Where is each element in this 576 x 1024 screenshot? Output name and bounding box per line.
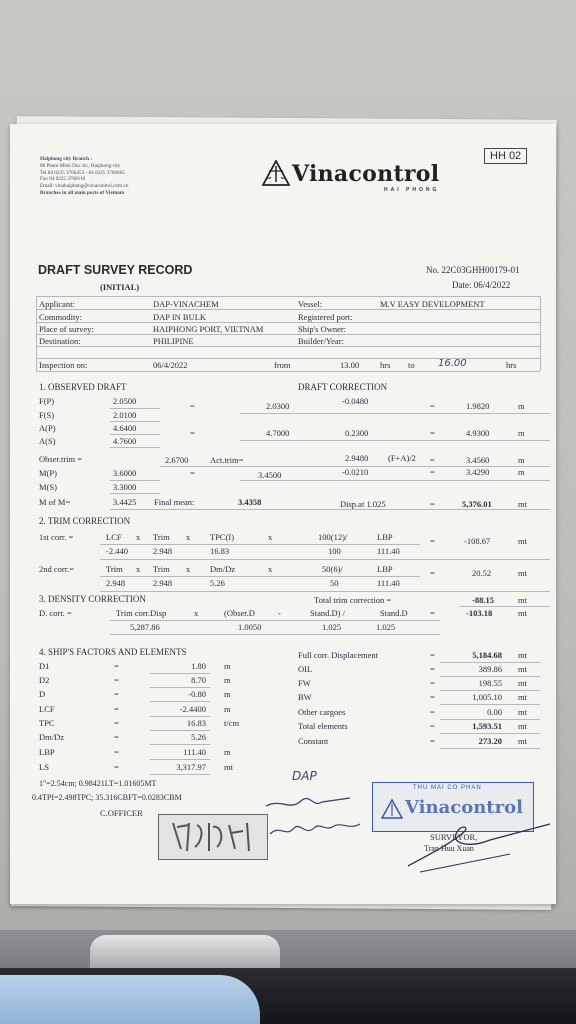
unit-mt: mt	[518, 536, 527, 546]
registered-port-label: Registered port:	[298, 312, 353, 322]
row-rule	[440, 748, 540, 749]
element-value: 273.20	[478, 736, 502, 746]
fp-value: 2.0500	[113, 396, 137, 406]
element-value: 5,184.68	[472, 650, 502, 660]
as-value: 4.7600	[113, 436, 137, 446]
aft-correction: 0.2300	[345, 428, 369, 438]
row-rule	[440, 690, 540, 691]
lbp-header: LBP	[377, 532, 393, 542]
blue-cloth	[0, 975, 260, 1024]
from-label: from	[274, 360, 291, 370]
surveyor-name: Tran Huu Xuan	[424, 844, 474, 853]
branch-fax: Fax 84 0225 3760110	[40, 176, 86, 183]
factor-value: 5.26	[191, 732, 206, 742]
destination-label: Destination:	[39, 336, 81, 346]
final-mean-value: 3.4358	[238, 497, 262, 507]
record-number: No. 22C03GHH00179-01	[426, 265, 520, 275]
factor-value: -0.80	[188, 689, 206, 699]
row-rule	[440, 676, 540, 677]
element-unit: mt	[518, 692, 527, 702]
row-rule	[150, 744, 210, 745]
fs-label: F(S)	[39, 410, 55, 420]
factor-value: 3,317.97	[176, 762, 206, 772]
r2-dmdz: 5.26	[210, 578, 225, 588]
eq-sign: =	[430, 568, 435, 578]
element-unit: mt	[518, 664, 527, 674]
r2-trim2: 2.948	[153, 578, 173, 588]
element-label: Constant	[298, 736, 329, 746]
builder-year-label: Builder/Year:	[298, 336, 344, 346]
eq-sign: =	[430, 428, 435, 438]
element-value: 0.00	[487, 707, 502, 717]
chief-officer-seal	[158, 814, 268, 860]
dmdz-header: Dm/Dz	[210, 564, 236, 574]
trim-corr-disp-header: Trim corr.Disp	[116, 608, 167, 618]
eq-sign: =	[190, 468, 195, 478]
fs-value: 2.0100	[113, 410, 137, 420]
branch-address: 80 Pham Minh Duc str., Haiphong city	[40, 162, 121, 169]
fore-correction: -0.0480	[342, 396, 369, 406]
element-unit: mt	[518, 736, 527, 746]
row-rule	[150, 774, 210, 775]
branch-network: Branches in all main ports of Vietnam	[40, 189, 125, 196]
disp-label: Disp.at 1.025	[340, 499, 386, 509]
r1-hundred: 100	[328, 546, 341, 556]
inspection-label: Inspection on:	[39, 360, 88, 370]
factor-unit: m	[224, 747, 231, 757]
commodity-value: DAP IN BULK	[153, 312, 207, 322]
stamp-top-text: THU MAI CO PHAN	[413, 785, 482, 791]
trim-corr-disp-value: 5,287.86	[130, 622, 160, 632]
fore-corrected: 1.9820	[466, 401, 490, 411]
displacement-value: 5,376.01	[462, 499, 492, 509]
ms-label: M(S)	[39, 482, 57, 492]
factor-unit: m	[224, 689, 231, 699]
unit-mt: mt	[518, 608, 527, 618]
unit-mt: mt	[518, 595, 527, 605]
record-subtitle: (INITIAL)	[100, 282, 140, 292]
branch-email: Email: vinahaiphong@vinacontrol.com.vn	[40, 183, 129, 190]
obser-trim-value: 2.6700	[165, 455, 189, 465]
mid-corrected: 3.4290	[466, 467, 490, 477]
element-label: FW	[298, 678, 311, 688]
eq-sign: =	[430, 608, 435, 618]
first-corr-result: -108.67	[464, 536, 491, 546]
factor-unit: m	[224, 704, 231, 714]
lbp-header: LBP	[377, 564, 393, 574]
r1-tpc: 16.83	[210, 546, 230, 556]
second-corr-result: 20.52	[472, 568, 492, 578]
dap-handwritten: DAP	[292, 769, 317, 783]
times-sign: x	[136, 564, 141, 574]
element-unit: mt	[518, 721, 527, 731]
eq-sign: =	[430, 664, 435, 674]
branch-tel: Tel 84 0225 3760453 - 84 0225 3760065	[40, 169, 125, 176]
ap-value: 4.6400	[113, 423, 137, 433]
row-rule	[150, 730, 210, 731]
times-sign: x	[194, 608, 199, 618]
applicant-label: Applicant:	[39, 299, 75, 309]
vinacontrol-logo	[262, 160, 290, 191]
surveyor-signature	[400, 814, 560, 874]
factor-unit: m	[224, 661, 231, 671]
conversion-line-1: 1"=2.54cm; 0.98421LT=1.01605MT	[39, 779, 157, 788]
element-label: BW	[298, 692, 312, 702]
eq-sign: =	[430, 467, 435, 477]
logo-subtitle: HAI PHONG	[384, 187, 440, 193]
to-value: 16.00	[438, 358, 467, 369]
second-corr-label: 2nd corr.=	[39, 564, 75, 574]
row-rule	[150, 759, 210, 760]
factor-value: 8.70	[191, 675, 206, 685]
aft-mean: 4.7000	[266, 428, 290, 438]
element-label: OIL	[298, 664, 313, 674]
unit-m: m	[518, 428, 525, 438]
eq-sign: =	[114, 704, 119, 714]
surveyor-label: SURVEYOR,	[430, 832, 478, 842]
element-label: Other cargoes	[298, 707, 346, 717]
stand-d-value: 1.025	[322, 622, 342, 632]
eq-sign: =	[114, 675, 119, 685]
r1-lbp: 111.40	[377, 546, 400, 556]
stand-d2-header: Stand.D	[380, 608, 408, 618]
act-trim-value: 2.9480	[345, 453, 369, 463]
trim-header: Trim	[153, 532, 170, 542]
element-value: 389.86	[478, 664, 502, 674]
fore-mean: 2.0300	[266, 401, 290, 411]
minus-sign: -	[278, 608, 281, 618]
element-unit: mt	[518, 678, 527, 688]
unit-m: m	[518, 455, 525, 465]
factor-label: D2	[39, 675, 50, 685]
draft-correction-title: DRAFT CORRECTION	[298, 382, 388, 392]
seal-signature-icon	[159, 815, 267, 859]
place-label: Place of survey:	[39, 324, 94, 334]
first-corr-label: 1st corr. =	[39, 532, 74, 542]
hrs-label-1: hrs	[380, 360, 391, 370]
final-mean-label: Final mean:	[154, 497, 195, 507]
factor-unit: t/cm	[224, 718, 240, 728]
hrs-label-2: hrs	[506, 360, 517, 370]
eq-sign: =	[114, 718, 119, 728]
times-sign: x	[268, 532, 273, 542]
factor-label: Dm/Dz	[39, 732, 65, 742]
eq-sign: =	[430, 401, 435, 411]
eq-sign: =	[430, 455, 435, 465]
element-value: 1,005.10	[472, 692, 502, 702]
element-value: 198.55	[478, 678, 502, 688]
factor-label: D	[39, 689, 46, 699]
obser-d-header: (Obser.D	[224, 608, 255, 618]
eq-sign: =	[114, 689, 119, 699]
dap-signature	[260, 784, 380, 844]
mid-correction: -0.0210	[342, 467, 369, 477]
mid-mean: 3.4500	[258, 470, 282, 480]
times-sign: x	[186, 564, 191, 574]
mofm-value: 3.4425	[113, 497, 137, 507]
hundred-header: 100(12)/	[318, 532, 348, 542]
trim-header: Trim	[106, 564, 123, 574]
lcf-header: LCF	[106, 532, 122, 542]
factor-unit: mt	[224, 762, 233, 772]
stamp-logo-text: Vinacontrol	[405, 797, 523, 818]
r1-lcf: -2.440	[106, 546, 128, 556]
row-rule	[440, 662, 540, 663]
unit-m: m	[518, 467, 525, 477]
eq-sign: =	[430, 678, 435, 688]
fa2-label: (F+A)/2	[388, 453, 416, 463]
eq-sign: =	[114, 762, 119, 772]
eq-sign: =	[430, 692, 435, 702]
r2-fifty: 50	[330, 578, 339, 588]
eq-sign: =	[430, 736, 435, 746]
inspection-value: 06/4/2022	[153, 360, 188, 370]
ap-label: A(P)	[39, 423, 56, 433]
row-rule	[150, 701, 210, 702]
act-trim-label: Act.trim=	[210, 455, 244, 465]
record-date: Date: 06/4/2022	[452, 280, 511, 290]
unit-mt: mt	[518, 568, 527, 578]
logo-text: Vinacontrol	[292, 161, 440, 187]
eq-sign: =	[190, 401, 195, 411]
times-sign: x	[268, 564, 273, 574]
vessel-value: M.V EASY DEVELOPMENT	[380, 299, 485, 309]
density-result: -103.18	[466, 608, 493, 618]
tpc-header: TPC(I)	[210, 532, 235, 542]
eq-sign: =	[114, 747, 119, 757]
factor-label: TPC	[39, 718, 55, 728]
row-rule	[440, 733, 540, 734]
r2-trim1: 2.948	[106, 578, 126, 588]
draft-survey-document	[10, 124, 556, 904]
mp-value: 3.6000	[113, 468, 137, 478]
mp-label: M(P)	[39, 468, 57, 478]
times-sign: x	[136, 532, 141, 542]
fifty-header: 50(6)/	[322, 564, 343, 574]
branch-header	[40, 156, 128, 197]
place-value: HAIPHONG PORT, VIETNAM	[153, 324, 264, 334]
row-rule	[150, 673, 210, 674]
to-label: to	[408, 360, 415, 370]
commodity-label: Commodity:	[39, 312, 82, 322]
vessel-label: Vessel:	[298, 299, 323, 309]
eq-sign: =	[114, 661, 119, 671]
factor-value: 111.40	[183, 747, 206, 757]
element-label: Full corr. Displacement	[298, 650, 379, 660]
unit-mt: mt	[518, 499, 527, 509]
form-code-box: HH 02	[484, 148, 527, 164]
stand-d2-value: 1.025	[376, 622, 396, 632]
record-title: DRAFT SURVEY RECORD	[38, 263, 193, 277]
trim-header: Trim	[153, 564, 170, 574]
factor-label: D1	[39, 661, 50, 671]
factor-unit: m	[224, 675, 231, 685]
factor-value: -2.4400	[179, 704, 206, 714]
factor-value: 1.80	[191, 661, 206, 671]
unit-m: m	[518, 401, 525, 411]
eq-sign: =	[430, 499, 435, 509]
branch-title: Haiphong city Branch :	[40, 156, 93, 162]
eq-sign: =	[114, 732, 119, 742]
element-unit: mt	[518, 650, 527, 660]
row-rule	[440, 704, 540, 705]
r1-trim: 2.948	[153, 546, 173, 556]
fp-label: F(P)	[39, 396, 55, 406]
dcorr-label: D. corr. =	[39, 608, 72, 618]
obser-d-value: 1.0050	[238, 622, 262, 632]
factor-label: LS	[39, 762, 49, 772]
row-rule	[150, 716, 210, 717]
factor-label: LCF	[39, 704, 55, 714]
factor-value: 16.83	[186, 718, 206, 728]
destination-value: PHILIPINE	[153, 336, 194, 346]
obser-trim-label: Obser.trim =	[39, 454, 83, 464]
eq-sign: =	[430, 721, 435, 731]
observed-draft-title: 1. OBSERVED DRAFT	[39, 382, 127, 392]
eq-sign: =	[190, 428, 195, 438]
density-correction-title: 3. DENSITY CORRECTION	[39, 594, 146, 604]
eq-sign: =	[430, 536, 435, 546]
ms-value: 3.3000	[113, 482, 137, 492]
trim-correction-title: 2. TRIM CORRECTION	[39, 516, 131, 526]
as-label: A(S)	[39, 436, 56, 446]
factor-label: LBP	[39, 747, 55, 757]
r2-lbp: 111.40	[377, 578, 400, 588]
ships-factors-title: 4. SHIP'S FACTORS AND ELEMENTS	[39, 647, 187, 657]
total-trim-value: -88.15	[472, 595, 494, 605]
mofm-label: M of M=	[39, 497, 71, 507]
fa2-value: 3.4560	[466, 455, 490, 465]
row-rule	[150, 687, 210, 688]
stand-d-header: Stand.D) /	[310, 608, 345, 618]
row-rule	[440, 719, 540, 720]
applicant-value: DAP-VINACHEM	[153, 299, 219, 309]
ship-owner-label: Ship's Owner:	[298, 324, 347, 334]
from-value: 13.00	[340, 360, 360, 370]
times-sign: x	[186, 532, 191, 542]
eq-sign: =	[430, 707, 435, 717]
element-label: Total elements	[298, 721, 348, 731]
element-value: 1,593.51	[472, 721, 502, 731]
element-unit: mt	[518, 707, 527, 717]
eq-sign: =	[430, 650, 435, 660]
scales-icon	[262, 160, 290, 186]
chief-officer-label: C.OFFICER	[100, 808, 143, 818]
total-trim-label: Total trim correction =	[314, 595, 392, 605]
conversion-line-2: 0.4TPI=2.498TPC; 35.316CBFT=0.0283CBM	[32, 793, 182, 802]
aft-corrected: 4.9300	[466, 428, 490, 438]
